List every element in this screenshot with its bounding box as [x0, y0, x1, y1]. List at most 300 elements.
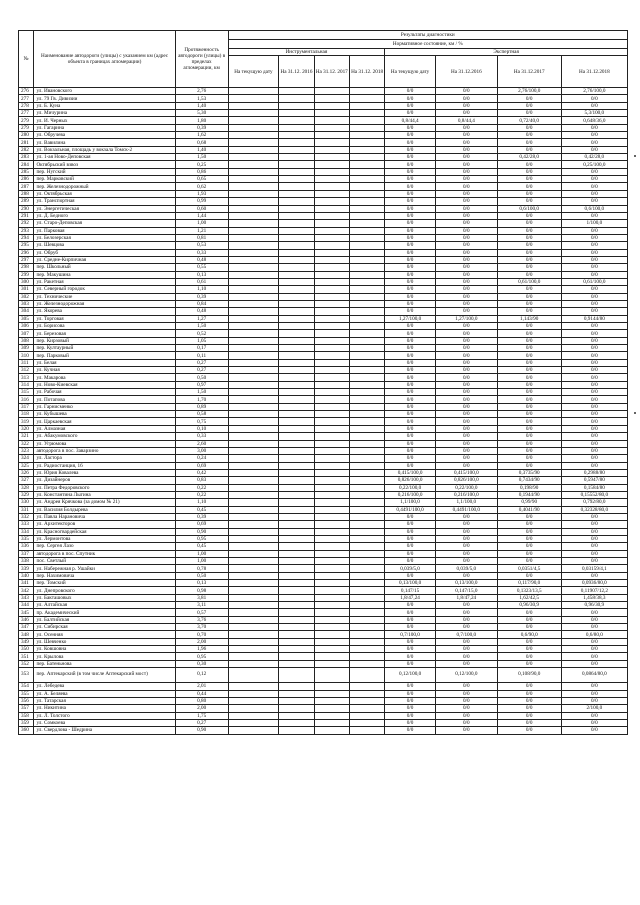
table-row — [19, 183, 628, 190]
row-length: 0,61 — [175, 278, 228, 285]
row-instr-current — [228, 190, 279, 197]
row-road-name: ул. Абакумовского — [34, 433, 175, 440]
row-length: 1,62 — [175, 132, 228, 139]
row-expert-2018: 0/0 — [561, 139, 627, 146]
row-length: 1,27 — [175, 315, 228, 322]
row-instr-2017 — [314, 308, 349, 315]
row-length: 1,93 — [175, 190, 228, 197]
row-expert-2018: 0,792/80,0 — [561, 499, 627, 506]
row-instr-2018 — [349, 256, 384, 263]
row-number: 283 — [19, 154, 34, 161]
row-instr-2018 — [349, 638, 384, 645]
row-expert-2016: 0,22/100,0 — [435, 484, 497, 491]
row-instr-2016 — [279, 234, 314, 241]
row-instr-2016 — [279, 381, 314, 388]
row-expert-2016: 0/0 — [435, 543, 497, 550]
row-instr-2016 — [279, 374, 314, 381]
row-instr-current — [228, 146, 279, 153]
row-expert-2018: 0/0 — [561, 425, 627, 432]
row-expert-2017: 0/0 — [497, 418, 561, 425]
row-expert-current: 0/0 — [385, 220, 436, 227]
row-road-name: автодорога в пос. Спутник — [34, 550, 175, 557]
row-number: 313 — [19, 374, 34, 381]
row-instr-2016 — [279, 506, 314, 513]
row-expert-2016: 0/0 — [435, 727, 497, 734]
row-road-name: пер. Парковый — [34, 352, 175, 359]
row-instr-current — [228, 543, 279, 550]
row-instr-2017 — [314, 117, 349, 124]
row-expert-current: 0/0 — [385, 176, 436, 183]
row-instr-2016 — [279, 367, 314, 374]
row-instr-2018 — [349, 411, 384, 418]
row-instr-2016 — [279, 286, 314, 293]
row-number: 335 — [19, 535, 34, 542]
row-expert-2016: 0/0 — [435, 161, 497, 168]
row-length: 1,10 — [175, 286, 228, 293]
row-length: 2,76 — [175, 88, 228, 95]
row-expert-2016: 0/0 — [435, 132, 497, 139]
row-instr-2018 — [349, 117, 384, 124]
row-road-name: ул. Шевченко — [34, 638, 175, 645]
row-expert-2016: 0,7/100,0 — [435, 631, 497, 638]
row-expert-2016: 0/0 — [435, 146, 497, 153]
row-instr-current — [228, 389, 279, 396]
row-expert-current: 0/0 — [385, 300, 436, 307]
row-road-name: ул. Ковшовна — [34, 646, 175, 653]
row-instr-2016 — [279, 638, 314, 645]
row-expert-2016: 0/0 — [435, 220, 497, 227]
row-instr-2016 — [279, 646, 314, 653]
table-row — [19, 594, 628, 601]
row-instr-2018 — [349, 609, 384, 616]
row-instr-2017 — [314, 558, 349, 565]
row-instr-2018 — [349, 727, 384, 734]
row-road-name: ул. Петра Федоровского — [34, 484, 175, 491]
table-row — [19, 418, 628, 425]
row-expert-2016: 0/0 — [435, 359, 497, 366]
row-expert-current: 0/0 — [385, 411, 436, 418]
row-instr-current — [228, 323, 279, 330]
row-expert-current: 0/0 — [385, 572, 436, 579]
row-instr-2016 — [279, 609, 314, 616]
row-expert-2018: 0/0 — [561, 660, 627, 667]
row-instr-2017 — [314, 352, 349, 359]
row-number: 285 — [19, 168, 34, 175]
row-road-name: ул. Октябрьская — [34, 190, 175, 197]
row-expert-2018: 0/0 — [561, 719, 627, 726]
row-number: 342 — [19, 587, 34, 594]
row-length: 0,17 — [175, 345, 228, 352]
row-length: 1,00 — [175, 220, 228, 227]
row-expert-2017: 0/0 — [497, 132, 561, 139]
row-expert-2018: 0/0 — [561, 521, 627, 528]
row-instr-2018 — [349, 234, 384, 241]
row-instr-2018 — [349, 535, 384, 542]
row-expert-current: 0/0 — [385, 609, 436, 616]
row-expert-2016: 0,147/15,0 — [435, 587, 497, 594]
row-instr-2016 — [279, 183, 314, 190]
header-expert-2017: На 31.12.2017 — [497, 56, 561, 88]
table-row — [19, 543, 628, 550]
row-expert-2016: 0/0 — [435, 535, 497, 542]
row-instr-2016 — [279, 256, 314, 263]
row-expert-2018: 0,25/100,0 — [561, 161, 627, 168]
row-expert-2016: 0/0 — [435, 234, 497, 241]
row-expert-current: 0/0 — [385, 638, 436, 645]
row-expert-current: 0,12/100,0 — [385, 668, 436, 683]
row-instr-2018 — [349, 712, 384, 719]
row-instr-current — [228, 565, 279, 572]
row-instr-2018 — [349, 440, 384, 447]
row-instr-current — [228, 198, 279, 205]
row-instr-current — [228, 176, 279, 183]
row-length: 0,10 — [175, 425, 228, 432]
row-instr-2017 — [314, 367, 349, 374]
row-length: 0,75 — [175, 418, 228, 425]
row-expert-2016: 0/0 — [435, 433, 497, 440]
table-row — [19, 110, 628, 117]
row-expert-2018: 0,11907/12,2 — [561, 587, 627, 594]
table-row — [19, 286, 628, 293]
row-expert-2016: 0/0 — [435, 176, 497, 183]
row-instr-2016 — [279, 190, 314, 197]
row-instr-2016 — [279, 697, 314, 704]
row-expert-current: 0,4491/100,0 — [385, 506, 436, 513]
row-instr-2018 — [349, 477, 384, 484]
table-row — [19, 367, 628, 374]
row-instr-current — [228, 580, 279, 587]
row-number: 331 — [19, 506, 34, 513]
row-length: 0,83 — [175, 477, 228, 484]
row-instr-2018 — [349, 469, 384, 476]
table-row — [19, 719, 628, 726]
row-length: 1,00 — [175, 558, 228, 565]
row-expert-2017: 0/0 — [497, 624, 561, 631]
row-length: 3,81 — [175, 594, 228, 601]
row-length: 0,24 — [175, 455, 228, 462]
row-road-name: пер. Кирзовый — [34, 337, 175, 344]
row-expert-2018: 0/0 — [561, 616, 627, 623]
row-length: 0,33 — [175, 249, 228, 256]
row-instr-2016 — [279, 323, 314, 330]
row-instr-current — [228, 440, 279, 447]
row-length: 0,70 — [175, 631, 228, 638]
row-expert-2016: 0/0 — [435, 345, 497, 352]
row-instr-2017 — [314, 653, 349, 660]
row-instr-current — [228, 132, 279, 139]
row-number: 330 — [19, 499, 34, 506]
row-expert-2017: 0/0 — [497, 572, 561, 579]
row-expert-2017: 1,143/90 — [497, 315, 561, 322]
table-row — [19, 528, 628, 535]
table-row — [19, 352, 628, 359]
row-instr-2017 — [314, 220, 349, 227]
table-row — [19, 403, 628, 410]
row-instr-2016 — [279, 528, 314, 535]
row-number: 334 — [19, 528, 34, 535]
row-expert-2016: 0/0 — [435, 616, 497, 623]
row-road-name: ул. Старо-Деповская — [34, 220, 175, 227]
row-instr-2018 — [349, 668, 384, 683]
row-expert-2017: 0/0 — [497, 183, 561, 190]
table-row — [19, 690, 628, 697]
row-length: 1,50 — [175, 154, 228, 161]
row-expert-2018: 0/0 — [561, 396, 627, 403]
row-instr-current — [228, 124, 279, 131]
row-length: 0,13 — [175, 271, 228, 278]
row-expert-2017: 0/0 — [497, 286, 561, 293]
row-expert-2016: 1,1/100,0 — [435, 499, 497, 506]
row-length: 0,11 — [175, 352, 228, 359]
row-instr-2018 — [349, 264, 384, 271]
row-length: 1,10 — [175, 499, 228, 506]
row-instr-current — [228, 631, 279, 638]
row-instr-current — [228, 264, 279, 271]
row-expert-current: 0/0 — [385, 690, 436, 697]
row-instr-2017 — [314, 462, 349, 469]
row-number: 345 — [19, 609, 34, 616]
row-instr-current — [228, 95, 279, 102]
row-number: 277 — [19, 110, 34, 117]
row-number: 288 — [19, 190, 34, 197]
row-instr-2016 — [279, 110, 314, 117]
row-length: 2,01 — [175, 683, 228, 690]
row-expert-2017: 0/0 — [497, 543, 561, 550]
row-instr-2017 — [314, 88, 349, 95]
row-instr-2018 — [349, 447, 384, 454]
row-expert-2018: 0/0 — [561, 124, 627, 131]
row-instr-current — [228, 609, 279, 616]
row-instr-current — [228, 396, 279, 403]
row-expert-2017: 0/0 — [497, 396, 561, 403]
row-number: 325 — [19, 462, 34, 469]
row-instr-2018 — [349, 543, 384, 550]
table-row — [19, 190, 628, 197]
table-row — [19, 293, 628, 300]
row-number: 290 — [19, 205, 34, 212]
row-expert-2018: 0/0 — [561, 447, 627, 454]
row-instr-2016 — [279, 580, 314, 587]
row-length: 0,45 — [175, 506, 228, 513]
table-row — [19, 646, 628, 653]
row-length: 0,68 — [175, 139, 228, 146]
row-number: 321 — [19, 433, 34, 440]
row-expert-current: 0/0 — [385, 293, 436, 300]
row-instr-2018 — [349, 139, 384, 146]
table-row — [19, 359, 628, 366]
row-expert-current: 0/0 — [385, 212, 436, 219]
row-instr-2018 — [349, 345, 384, 352]
row-instr-2017 — [314, 205, 349, 212]
row-instr-current — [228, 411, 279, 418]
table-row — [19, 683, 628, 690]
row-instr-current — [228, 690, 279, 697]
table-row — [19, 660, 628, 667]
row-instr-current — [228, 88, 279, 95]
row-expert-current: 1,1/100,0 — [385, 499, 436, 506]
row-instr-2018 — [349, 389, 384, 396]
row-number: 356 — [19, 697, 34, 704]
row-instr-2016 — [279, 102, 314, 109]
row-expert-2016: 0/0 — [435, 212, 497, 219]
row-road-name: ул. Якорева — [34, 308, 175, 315]
row-instr-2018 — [349, 425, 384, 432]
row-instr-current — [228, 271, 279, 278]
row-expert-current: 0/0 — [385, 646, 436, 653]
row-instr-2017 — [314, 411, 349, 418]
row-expert-2017: 0/0 — [497, 455, 561, 462]
row-instr-2016 — [279, 205, 314, 212]
row-instr-2018 — [349, 132, 384, 139]
row-length: 3,70 — [175, 624, 228, 631]
row-instr-2017 — [314, 323, 349, 330]
row-instr-current — [228, 638, 279, 645]
row-road-name: пер. Железнодорожный — [34, 183, 175, 190]
row-instr-2018 — [349, 124, 384, 131]
row-instr-2018 — [349, 352, 384, 359]
row-instr-current — [228, 425, 279, 432]
row-instr-current — [228, 469, 279, 476]
row-instr-2017 — [314, 587, 349, 594]
row-expert-current: 0/0 — [385, 190, 436, 197]
row-instr-2018 — [349, 110, 384, 117]
row-instr-2016 — [279, 624, 314, 631]
row-expert-2017: 0,7434/90 — [497, 477, 561, 484]
row-instr-2016 — [279, 477, 314, 484]
row-instr-2017 — [314, 256, 349, 263]
row-instr-2018 — [349, 484, 384, 491]
row-instr-2018 — [349, 565, 384, 572]
row-expert-2017: 0,96/30,9 — [497, 602, 561, 609]
row-expert-2018: 0/0 — [561, 176, 627, 183]
row-instr-2016 — [279, 198, 314, 205]
table-row — [19, 580, 628, 587]
row-expert-2018: 0,6/100,0 — [561, 205, 627, 212]
row-expert-2016: 0,216/100,0 — [435, 491, 497, 498]
row-length: 0,27 — [175, 359, 228, 366]
row-instr-2016 — [279, 337, 314, 344]
row-instr-2018 — [349, 374, 384, 381]
row-instr-2017 — [314, 705, 349, 712]
row-instr-2018 — [349, 323, 384, 330]
row-instr-2018 — [349, 88, 384, 95]
row-expert-current: 0/0 — [385, 374, 436, 381]
row-number: 349 — [19, 638, 34, 645]
row-instr-2018 — [349, 624, 384, 631]
row-instr-current — [228, 345, 279, 352]
row-number: 279 — [19, 124, 34, 131]
row-expert-2018: 0,0864/80,0 — [561, 668, 627, 683]
row-road-name: Октябрьский взвоз — [34, 161, 175, 168]
row-road-name: ул. Шевцова — [34, 242, 175, 249]
row-instr-current — [228, 330, 279, 337]
header-road-name: Наименование автодороги (улицы) с указанием км (адрес объекта в границах агломерации) — [34, 31, 175, 88]
row-expert-2018: 0/0 — [561, 513, 627, 520]
row-road-name: ул. Ластора — [34, 455, 175, 462]
row-length: 0,22 — [175, 484, 228, 491]
row-expert-2018: 0/0 — [561, 535, 627, 542]
table-row — [19, 602, 628, 609]
row-instr-2017 — [314, 624, 349, 631]
row-instr-2017 — [314, 425, 349, 432]
row-expert-2016: 0/0 — [435, 550, 497, 557]
row-length: 1,96 — [175, 646, 228, 653]
row-instr-2018 — [349, 594, 384, 601]
row-instr-2017 — [314, 491, 349, 498]
row-length: 0,39 — [175, 293, 228, 300]
row-length: 0,27 — [175, 719, 228, 726]
row-expert-2018: 0,1584/80 — [561, 484, 627, 491]
table-row — [19, 712, 628, 719]
row-length: 0,27 — [175, 367, 228, 374]
row-expert-2016: 0,13/100,0 — [435, 580, 497, 587]
row-expert-2018: 0,0936/80,0 — [561, 580, 627, 587]
row-expert-current: 0/0 — [385, 462, 436, 469]
table-row — [19, 491, 628, 498]
table-row — [19, 102, 628, 109]
table-row — [19, 484, 628, 491]
row-instr-current — [228, 161, 279, 168]
row-expert-2018: 0/0 — [561, 286, 627, 293]
row-road-name: ул. Кубышева — [34, 411, 175, 418]
row-instr-2018 — [349, 646, 384, 653]
row-road-name: ул. Бакташовых — [34, 594, 175, 601]
row-instr-2017 — [314, 455, 349, 462]
row-length: 0,95 — [175, 653, 228, 660]
row-road-name: ул. Березовая — [34, 330, 175, 337]
row-instr-2016 — [279, 543, 314, 550]
row-expert-current: 0/0 — [385, 653, 436, 660]
row-expert-2018: 0,2988/80 — [561, 469, 627, 476]
row-length: 3,11 — [175, 602, 228, 609]
row-expert-2017: 0/0 — [497, 110, 561, 117]
row-number: 352 — [19, 660, 34, 667]
row-expert-2016: 0/0 — [435, 271, 497, 278]
row-length: 1,05 — [175, 337, 228, 344]
row-instr-current — [228, 278, 279, 285]
row-expert-2018: 0/0 — [561, 528, 627, 535]
row-instr-2016 — [279, 558, 314, 565]
row-number: 309 — [19, 345, 34, 352]
row-instr-current — [228, 110, 279, 117]
row-number: 322 — [19, 440, 34, 447]
row-number: 293 — [19, 227, 34, 234]
row-instr-2017 — [314, 594, 349, 601]
row-instr-2016 — [279, 88, 314, 95]
row-instr-current — [228, 256, 279, 263]
table-row — [19, 521, 628, 528]
row-expert-current: 0/0 — [385, 278, 436, 285]
row-expert-2017: 0/0 — [497, 719, 561, 726]
row-instr-2018 — [349, 286, 384, 293]
row-expert-current: 0/0 — [385, 440, 436, 447]
row-instr-2017 — [314, 330, 349, 337]
row-instr-2016 — [279, 396, 314, 403]
row-instr-current — [228, 367, 279, 374]
row-instr-2018 — [349, 190, 384, 197]
row-expert-2018: 0/0 — [561, 609, 627, 616]
row-expert-2018: 0/0 — [561, 293, 627, 300]
row-instr-2017 — [314, 139, 349, 146]
row-instr-current — [228, 286, 279, 293]
row-instr-2016 — [279, 308, 314, 315]
row-expert-2016: 0/0 — [435, 88, 497, 95]
row-number: 305 — [19, 315, 34, 322]
row-instr-2016 — [279, 565, 314, 572]
row-length: 0,62 — [175, 183, 228, 190]
row-length: 1,00 — [175, 550, 228, 557]
row-road-name: ул. Алмазная — [34, 425, 175, 432]
